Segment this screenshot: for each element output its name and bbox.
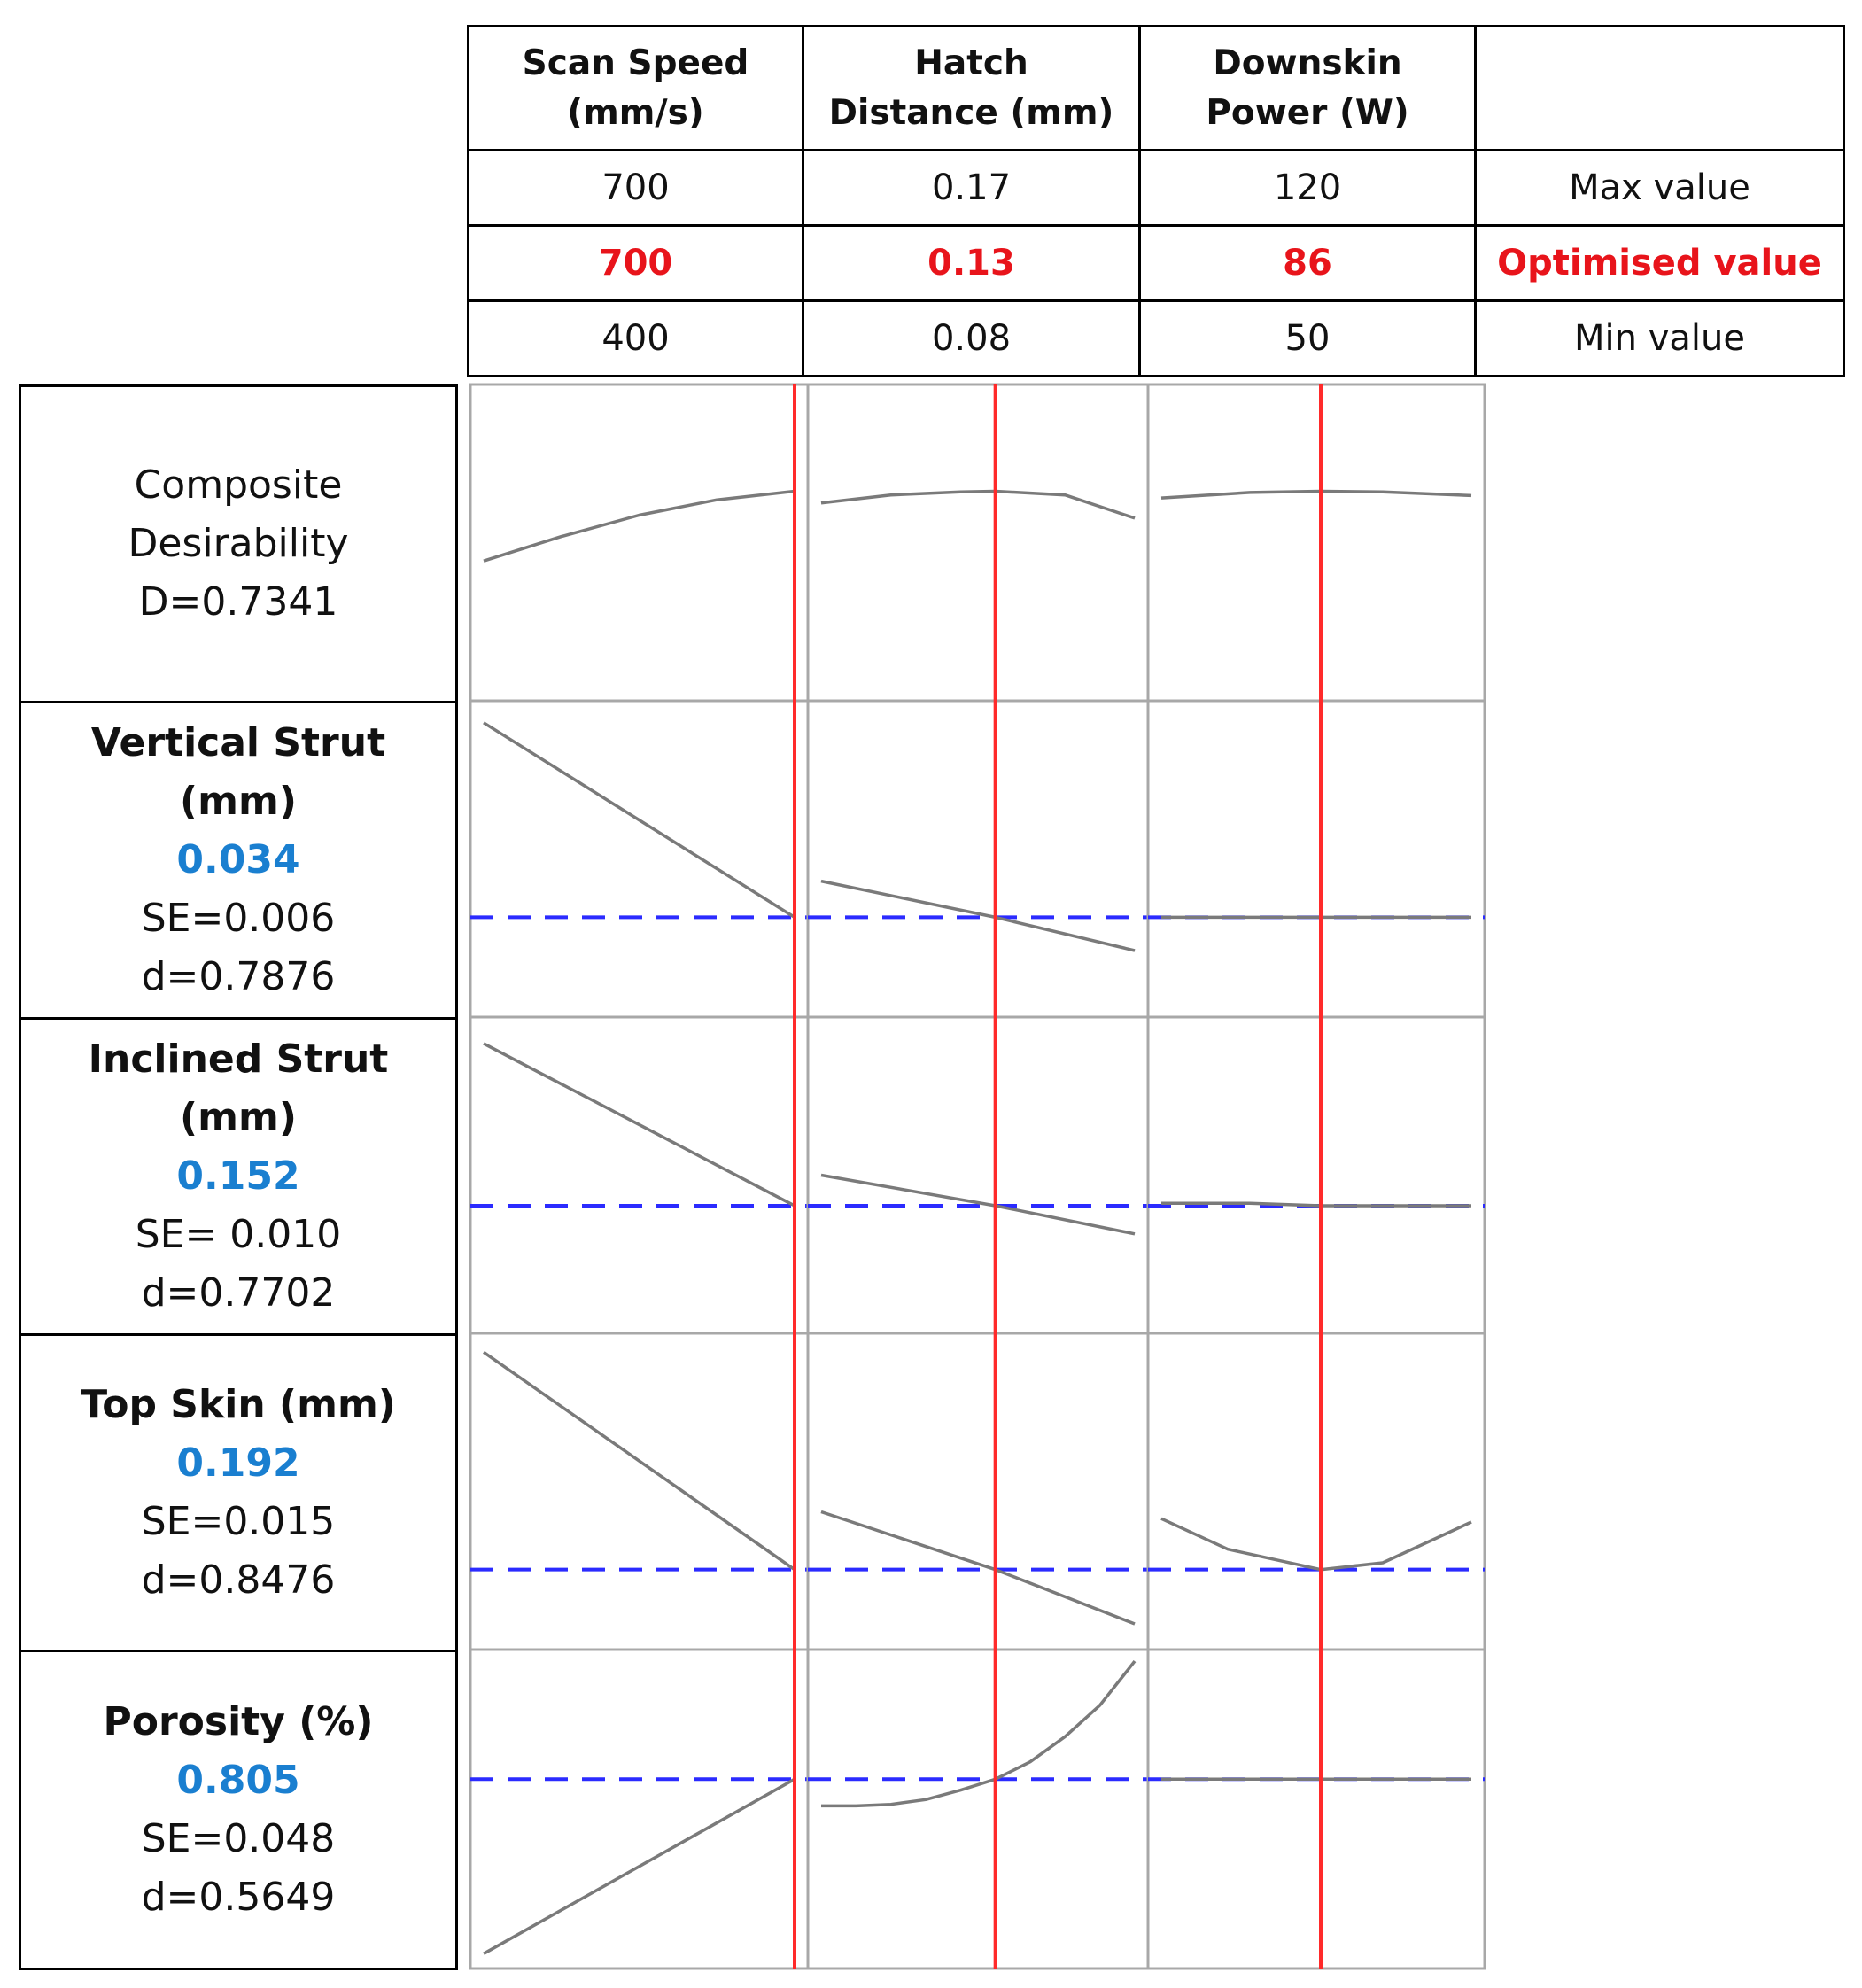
- response-name: Inclined Strut: [88, 1037, 389, 1082]
- composite-value: D=0.7341: [138, 579, 338, 625]
- response-value: 0.805: [176, 1758, 300, 1803]
- plot-panel: [470, 384, 808, 701]
- plot-panel: [808, 1333, 1148, 1650]
- table-cell: Min value: [1476, 301, 1844, 377]
- plot-panel: [808, 384, 1148, 701]
- response-curve: [484, 492, 795, 562]
- response-se: SE=0.006: [141, 896, 336, 941]
- table-cell: 50: [1140, 301, 1476, 377]
- response-curve: [484, 1044, 795, 1206]
- plot-panel: [470, 1333, 808, 1650]
- response-name: Vertical Strut: [90, 720, 386, 765]
- plot-panel: [470, 1650, 808, 1969]
- response-desirability: d=0.8476: [141, 1557, 336, 1603]
- response-name: Top Skin (mm): [81, 1382, 396, 1427]
- response-value: 0.152: [176, 1153, 300, 1199]
- plot-panel: [1148, 1333, 1485, 1650]
- response-curve: [1161, 492, 1471, 499]
- plot-panel: [1148, 384, 1485, 701]
- table-cell: Max value: [1476, 151, 1844, 226]
- response-name: Porosity (%): [103, 1699, 374, 1744]
- plot-panel: [808, 701, 1148, 1017]
- plot-panel: [1148, 1650, 1485, 1969]
- response-unit: (mm): [180, 779, 297, 824]
- composite-label-line1: Composite: [134, 462, 343, 508]
- table-cell: 400: [469, 301, 803, 377]
- table-cell: 86: [1140, 226, 1476, 301]
- response-curve: [821, 1661, 1135, 1806]
- response-curve: [484, 723, 795, 918]
- table-cell: 0.13: [803, 226, 1140, 301]
- header-scan-speed: Scan Speed (mm/s): [469, 27, 803, 151]
- plot-panel: [808, 1650, 1148, 1969]
- response-curve: [484, 1352, 795, 1569]
- table-cell: 120: [1140, 151, 1476, 226]
- plot-panel: [808, 1017, 1148, 1333]
- header-hatch-distance: Hatch Distance (mm): [803, 27, 1140, 151]
- response-desirability: d=0.7702: [141, 1270, 336, 1316]
- plot-panel: [1148, 1017, 1485, 1333]
- response-curve: [821, 492, 1135, 518]
- response-se: SE= 0.010: [135, 1212, 342, 1257]
- table-cell: Optimised value: [1476, 226, 1844, 301]
- response-value: 0.192: [176, 1441, 300, 1486]
- composite-label-line2: Desirability: [128, 521, 349, 566]
- table-cell: 700: [469, 151, 803, 226]
- header-downskin-power: Downskin Power (W): [1140, 27, 1476, 151]
- plot-panel: [470, 701, 808, 1017]
- response-desirability: d=0.7876: [141, 954, 336, 999]
- response-se: SE=0.015: [141, 1499, 336, 1544]
- table-cell: 0.08: [803, 301, 1140, 377]
- plot-panel: [1148, 701, 1485, 1017]
- response-curve: [1161, 1518, 1471, 1570]
- response-curve: [484, 1779, 795, 1953]
- response-se: SE=0.048: [141, 1816, 336, 1861]
- response-unit: (mm): [180, 1095, 297, 1140]
- response-desirability: d=0.5649: [141, 1875, 336, 1920]
- table-cell: 700: [469, 226, 803, 301]
- table-cell: 0.17: [803, 151, 1140, 226]
- response-value: 0.034: [176, 837, 300, 882]
